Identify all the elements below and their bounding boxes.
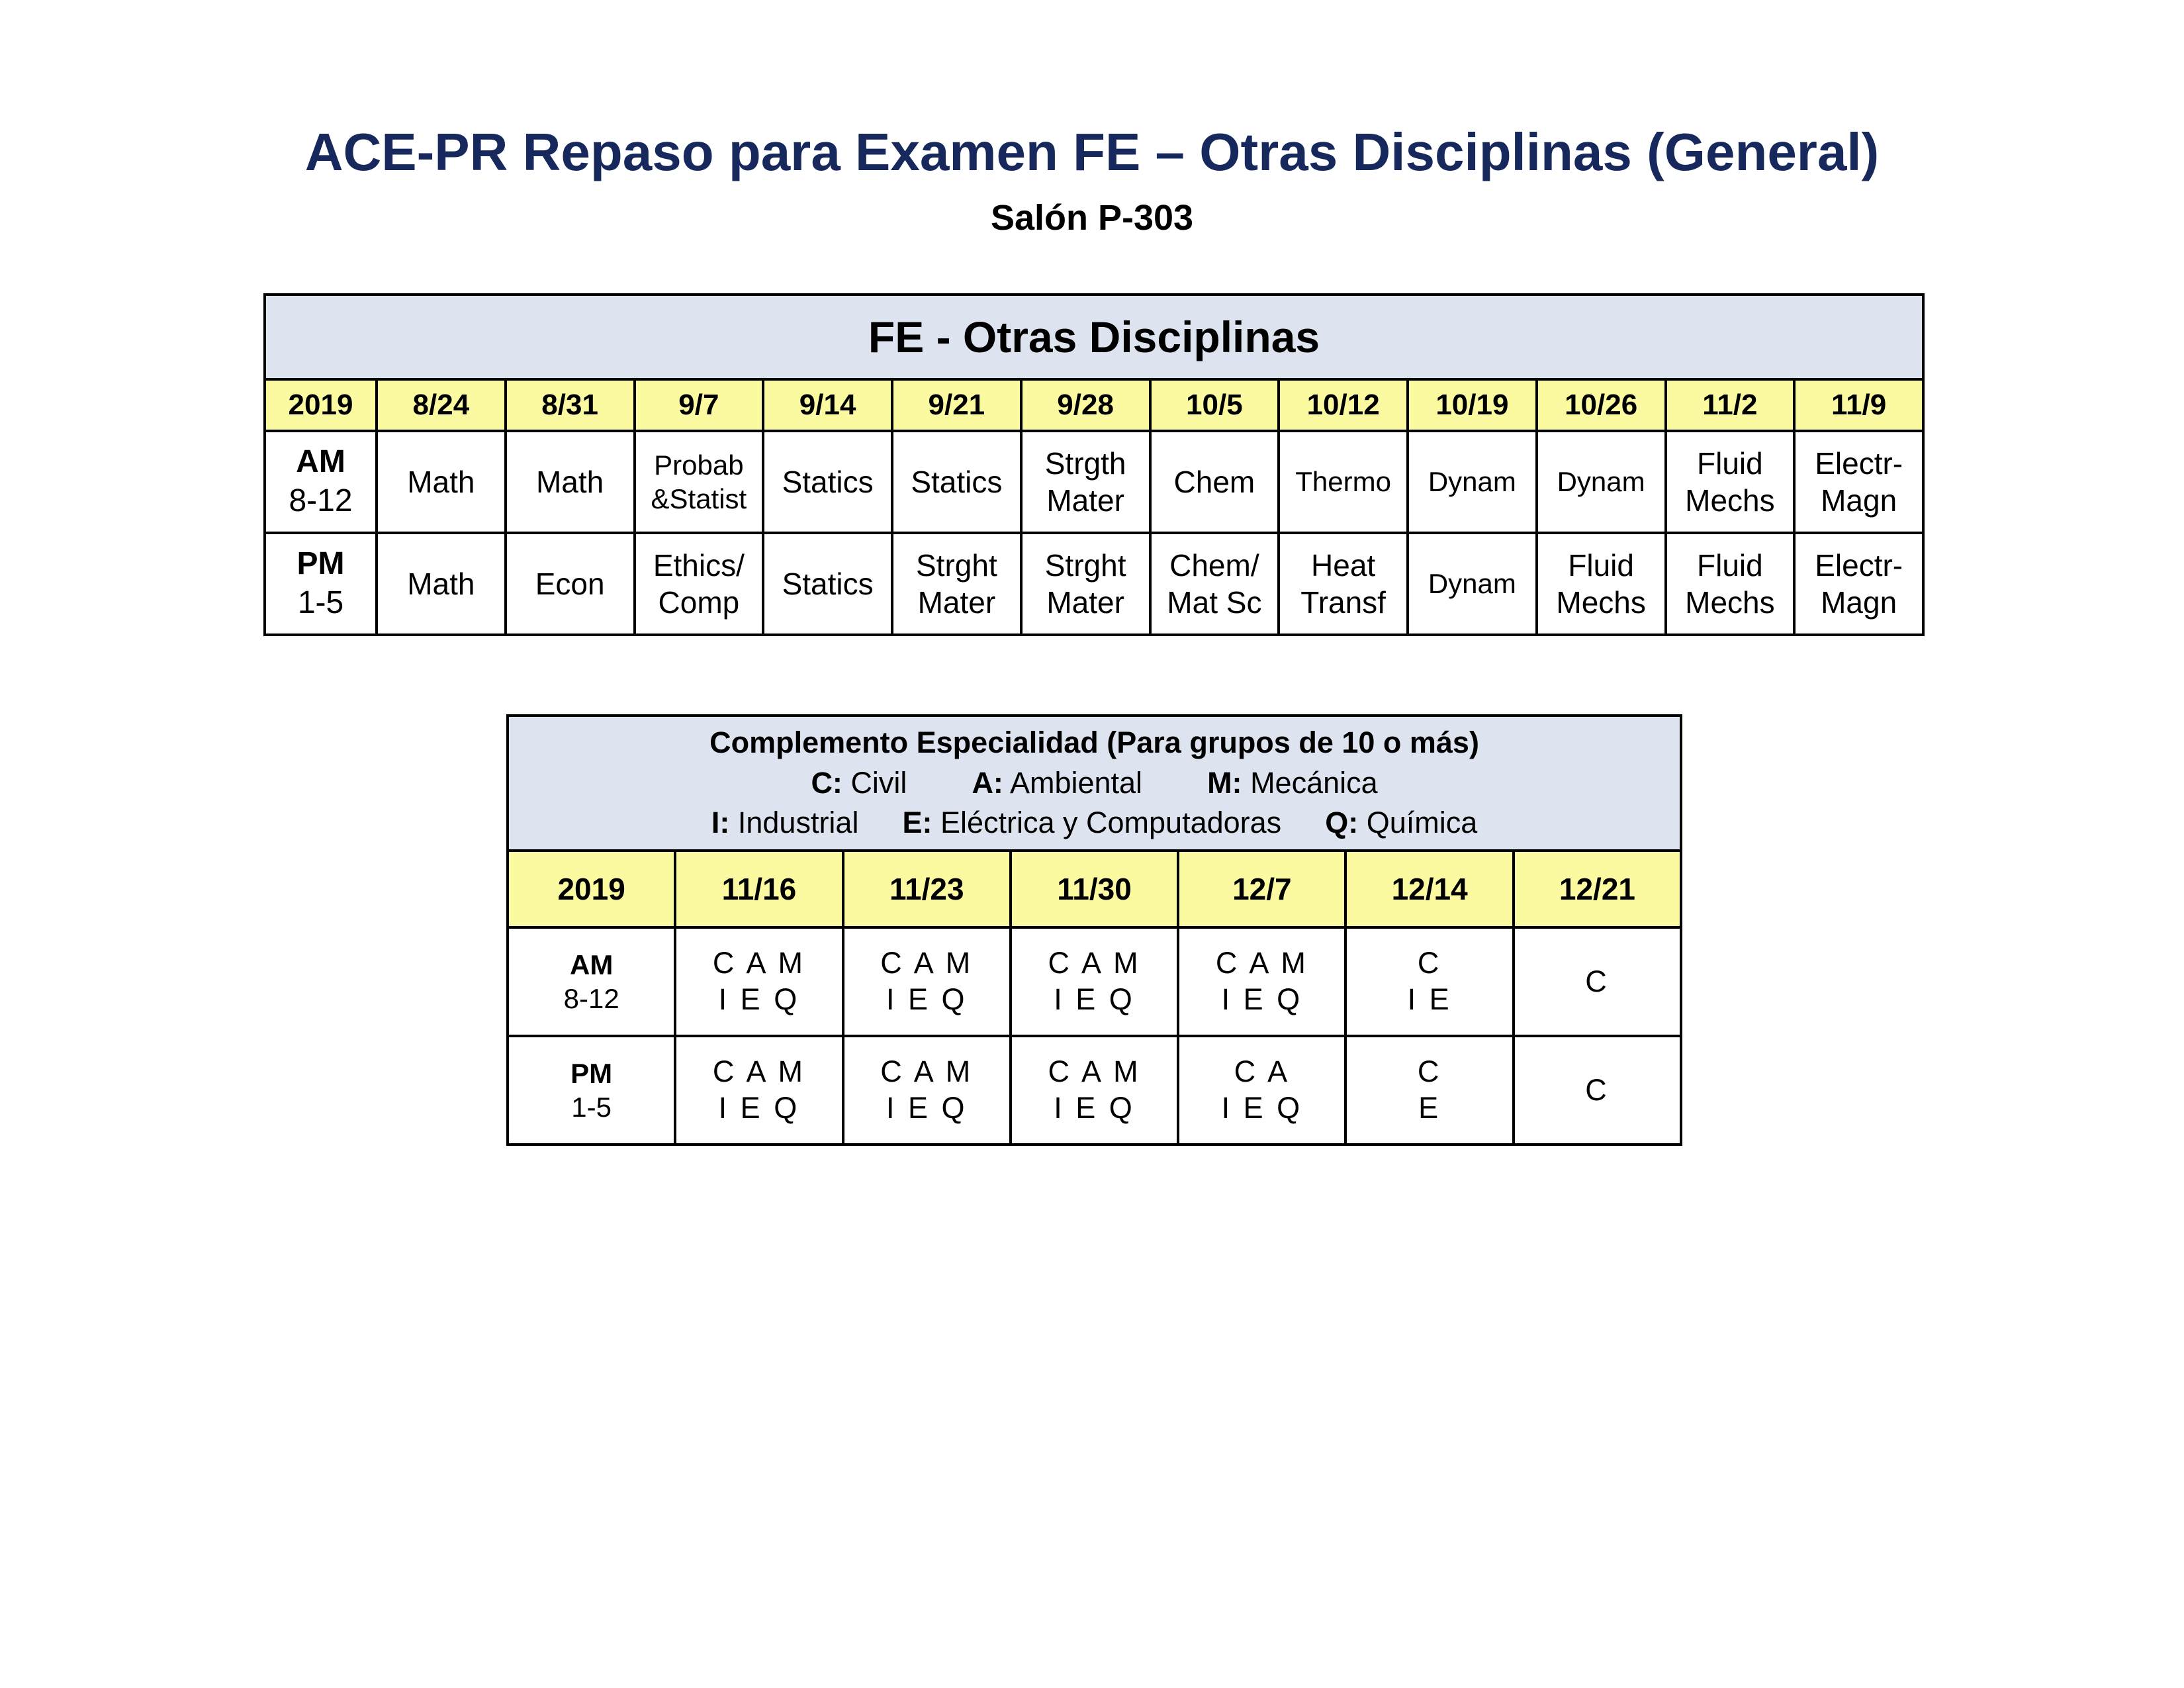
- specialty-pm-cell: [1345, 1036, 1513, 1145]
- codes-line: I E Q: [886, 982, 968, 1016]
- legend-name: Química: [1366, 806, 1478, 840]
- specialty-am-cell: [1345, 927, 1513, 1036]
- subject-line: Mater: [1046, 483, 1124, 518]
- subject-line: Statics: [782, 566, 874, 601]
- subject-line: Magn: [1821, 483, 1897, 518]
- subject-line: Magn: [1821, 585, 1897, 620]
- fe-pm-cell: [377, 533, 506, 635]
- fe-am-cell: [1150, 431, 1279, 533]
- subject-line: Transf: [1300, 585, 1386, 620]
- legend-code: I:: [711, 806, 730, 840]
- specialty-pm-label: [508, 1036, 675, 1145]
- specialty-legend: [508, 716, 1681, 851]
- legend-name: Ambiental: [1009, 765, 1143, 800]
- specialty-date-cell: 12/14: [1345, 851, 1513, 927]
- legend-code: E:: [902, 806, 933, 840]
- subject-line: Electr-: [1815, 547, 1903, 583]
- subject-line: Strght: [1044, 547, 1126, 583]
- subject-line: Mechs: [1685, 483, 1775, 518]
- legend-code: M:: [1207, 765, 1242, 800]
- codes-line: C A M: [1048, 946, 1141, 980]
- codes-line: C A M: [880, 1055, 974, 1089]
- fe-pm-cell: [1794, 533, 1923, 635]
- fe-am-label: [265, 431, 377, 533]
- legend-code: Q:: [1325, 806, 1359, 840]
- subject-line: Heat: [1311, 547, 1376, 583]
- subject-line: Strght: [916, 547, 997, 583]
- specialty-am-row: [508, 927, 1681, 1036]
- codes-line: C A M: [712, 1055, 805, 1089]
- subject-line: Mechs: [1685, 585, 1775, 620]
- subject-line: Mater: [917, 585, 996, 620]
- fe-pm-cell: [1279, 533, 1408, 635]
- fe-am-cell: [506, 431, 635, 533]
- specialty-am-cell: [843, 927, 1011, 1036]
- fe-pm-cell: [635, 533, 764, 635]
- fe-date-cell: 10/5: [1150, 379, 1279, 431]
- subject-line: Mat Sc: [1167, 585, 1262, 620]
- specialty-date-cell: 11/16: [675, 851, 842, 927]
- codes-line: I E Q: [886, 1091, 968, 1125]
- fe-am-cell: [1279, 431, 1408, 533]
- specialty-pm-cell: [675, 1036, 842, 1145]
- codes-line: C A M: [712, 946, 805, 980]
- fe-pm-cell: [1021, 533, 1150, 635]
- specialty-table: [506, 714, 1682, 1146]
- subject-line: Chem/: [1169, 547, 1259, 583]
- specialty-heading: Complemento Especialidad (Para grupos de 10 o más): [709, 725, 1479, 759]
- subject-line: Mater: [1046, 585, 1124, 620]
- specialty-am-cell: [1514, 927, 1681, 1036]
- specialty-am-cell: [1011, 927, 1178, 1036]
- codes-line: E: [1418, 1091, 1441, 1125]
- fe-date-cell: 10/19: [1408, 379, 1537, 431]
- legend-code: C:: [811, 765, 842, 800]
- fe-pm-cell: [892, 533, 1021, 635]
- subject-line: Thermo: [1295, 466, 1391, 498]
- subject-line: Electr-: [1815, 445, 1903, 481]
- specialty-date-header-row: [508, 851, 1681, 927]
- fe-am-cell: [763, 431, 892, 533]
- subject-line: &Statist: [651, 483, 747, 514]
- codes-line: C: [1417, 946, 1442, 980]
- fe-am-cell: [1408, 431, 1537, 533]
- codes-line: C A M: [880, 946, 974, 980]
- fe-date-cell: 8/24: [377, 379, 506, 431]
- codes-line: I E Q: [718, 1091, 800, 1125]
- specialty-pm-cell: [1514, 1036, 1681, 1145]
- pm-label: PM: [296, 546, 345, 582]
- fe-year-cell: 2019: [265, 379, 377, 431]
- am-label: AM: [296, 444, 345, 480]
- fe-date-header-row: [265, 379, 1923, 431]
- pm-hours: 1-5: [297, 585, 344, 620]
- page-title: ACE-PR Repaso para Examen FE – Otras Disciplinas (General): [304, 122, 1880, 181]
- fe-date-cell: 9/7: [635, 379, 764, 431]
- subject-line: Fluid: [1697, 547, 1763, 583]
- fe-date-cell: 9/21: [892, 379, 1021, 431]
- codes-line: C A M: [1048, 1055, 1141, 1089]
- subject-line: Fluid: [1568, 547, 1634, 583]
- fe-date-cell: 11/2: [1666, 379, 1795, 431]
- specialty-header-row: [508, 716, 1681, 851]
- fe-pm-cell: [1537, 533, 1666, 635]
- subject-line: Statics: [782, 464, 874, 499]
- fe-pm-cell: [1666, 533, 1795, 635]
- subject-line: Fluid: [1697, 445, 1763, 481]
- fe-pm-cell: [1408, 533, 1537, 635]
- subject-line: Mechs: [1556, 585, 1646, 620]
- specialty-am-label: [508, 927, 675, 1036]
- specialty-year-cell: 2019: [508, 851, 675, 927]
- codes-line: C A M: [1215, 946, 1308, 980]
- fe-pm-row: [265, 533, 1923, 635]
- specialty-pm-cell: [1011, 1036, 1178, 1145]
- codes-line: I E Q: [718, 982, 800, 1016]
- specialty-pm-row: [508, 1036, 1681, 1145]
- specialty-date-cell: 12/7: [1178, 851, 1345, 927]
- subject-line: Math: [407, 566, 475, 601]
- specialty-date-cell: 12/21: [1514, 851, 1681, 927]
- fe-am-cell: [635, 431, 764, 533]
- fe-caption-row: [265, 295, 1923, 379]
- pm-hours: 1-5: [571, 1092, 612, 1123]
- specialty-date-cell: 11/30: [1011, 851, 1178, 927]
- fe-am-cell: [1666, 431, 1795, 533]
- legend-name: Industrial: [737, 806, 859, 840]
- subject-line: Ethics/: [653, 547, 745, 583]
- fe-date-cell: 9/28: [1021, 379, 1150, 431]
- fe-pm-cell: [506, 533, 635, 635]
- codes-line: C: [1585, 964, 1610, 998]
- fe-am-cell: [1794, 431, 1923, 533]
- codes-line: C: [1417, 1055, 1442, 1089]
- fe-date-cell: 9/14: [763, 379, 892, 431]
- legend-name: Eléctrica y Computadoras: [940, 806, 1282, 840]
- subject-line: Dynam: [1557, 466, 1645, 498]
- codes-line: C A: [1234, 1055, 1291, 1089]
- codes-line: I E Q: [1054, 1091, 1135, 1125]
- fe-am-cell: [1537, 431, 1666, 533]
- fe-am-cell: [892, 431, 1021, 533]
- specialty-pm-cell: [843, 1036, 1011, 1145]
- subject-line: Math: [535, 464, 604, 499]
- fe-date-cell: 10/26: [1537, 379, 1666, 431]
- am-hours: 8-12: [289, 483, 353, 518]
- legend-name: Mecánica: [1250, 765, 1378, 800]
- fe-caption: FE - Otras Disciplinas: [265, 295, 1923, 379]
- fe-pm-cell: [763, 533, 892, 635]
- codes-line: I E: [1407, 982, 1452, 1016]
- room-subtitle: Salón P-303: [990, 198, 1194, 238]
- subject-line: Statics: [911, 464, 1003, 499]
- codes-line: C: [1585, 1072, 1610, 1107]
- specialty-am-cell: [675, 927, 842, 1036]
- am-label: AM: [569, 949, 614, 980]
- fe-am-cell: [377, 431, 506, 533]
- specialty-pm-cell: [1178, 1036, 1345, 1145]
- fe-am-row: [265, 431, 1923, 533]
- fe-pm-cell: [1150, 533, 1279, 635]
- legend-name: Civil: [850, 765, 907, 800]
- codes-line: I E Q: [1054, 982, 1135, 1016]
- fe-date-cell: 10/12: [1279, 379, 1408, 431]
- specialty-am-cell: [1178, 927, 1345, 1036]
- subject-line: Comp: [658, 585, 740, 620]
- subject-line: Econ: [535, 566, 605, 601]
- fe-pm-label: [265, 533, 377, 635]
- legend-line: [509, 763, 1680, 804]
- legend-code: A:: [972, 765, 1003, 800]
- pm-label: PM: [570, 1057, 613, 1089]
- fe-date-cell: 8/31: [506, 379, 635, 431]
- am-hours: 8-12: [563, 983, 619, 1014]
- subject-line: Chem: [1173, 464, 1255, 499]
- fe-am-cell: [1021, 431, 1150, 533]
- codes-line: I E Q: [1221, 1091, 1303, 1125]
- subject-line: Probab: [654, 449, 744, 481]
- codes-line: I E Q: [1221, 982, 1303, 1016]
- subject-line: Math: [407, 464, 475, 499]
- subject-line: Dynam: [1428, 466, 1516, 498]
- subject-line: Strgth: [1044, 445, 1126, 481]
- subject-line: Dynam: [1428, 568, 1516, 600]
- legend-line: [509, 803, 1680, 843]
- fe-schedule-table: [263, 293, 1925, 636]
- fe-date-cell: 11/9: [1794, 379, 1923, 431]
- specialty-date-cell: 11/23: [843, 851, 1011, 927]
